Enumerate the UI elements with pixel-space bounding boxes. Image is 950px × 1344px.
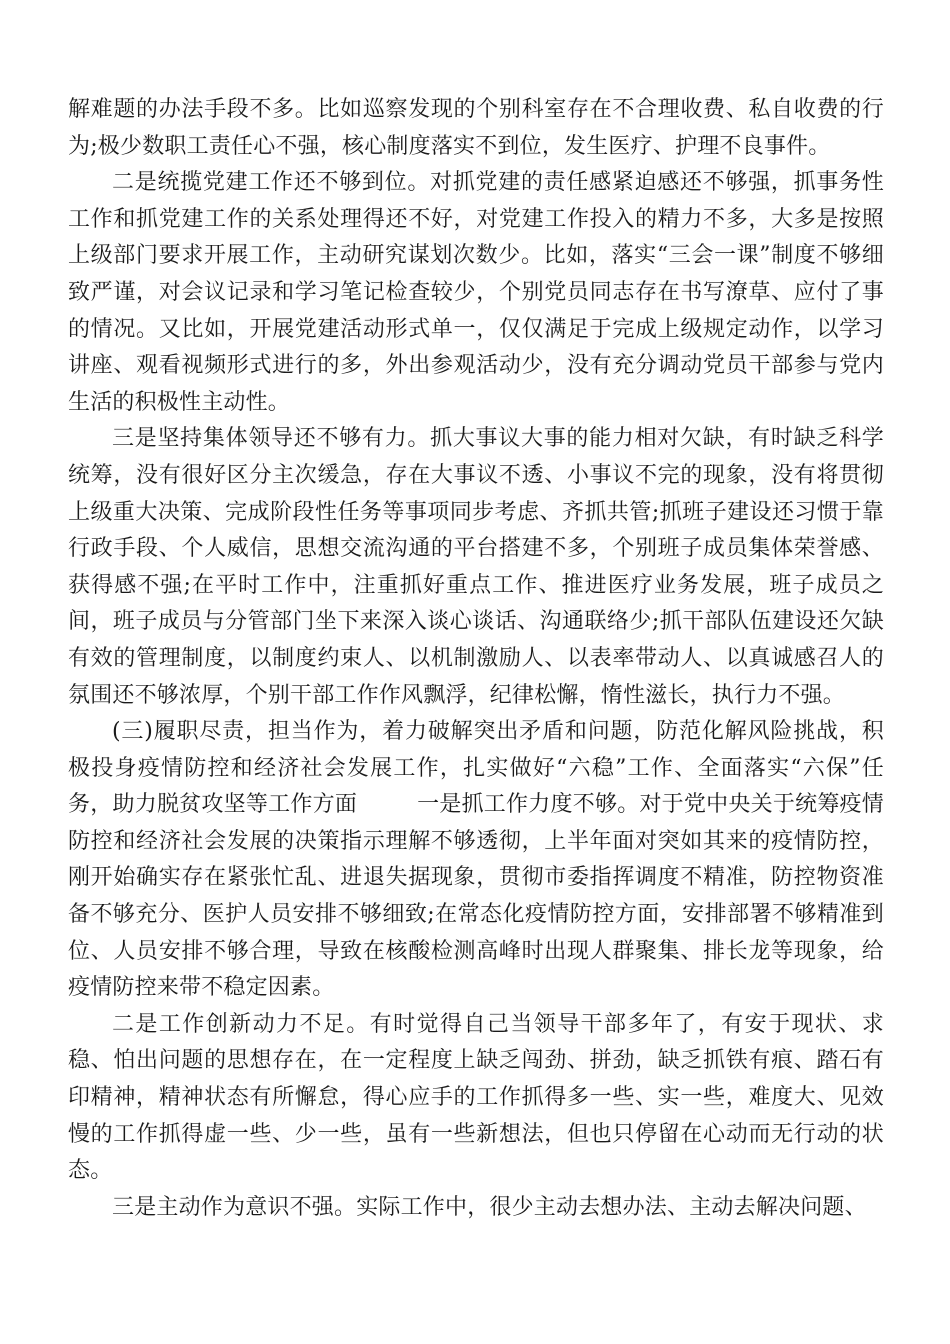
- paragraph-innovation: 二是工作创新动力不足。有时觉得自己当领导干部多年了，有安于现状、求稳、怕出问题的思想存在，在一定程度上缺乏闯劲、拼劲，缺乏抓铁有痕、踏石有印精神，精神状态有所懈怠，得心应手的工作抓得多一些、实一些，难度大、见效慢的工作抓得虚一些、少一些，虽有一些新想法，但也只停留在心动而无行动的状态。: [68, 1011, 884, 1184]
- paragraph-party-building: 二是统揽党建工作还不够到位。对抓党建的责任感紧迫感还不够强，抓事务性工作和抓党建工作的关系处理得还不好，对党建工作投入的精力不多，大多是按照上级部门要求开展工作，主动研究谋划次数少。比如，落实“三会一课”制度不够细致严谨，对会议记录和学习笔记检查较少，个别党员同志存在书写潦草、应付了事的情况。又比如，开展党建活动形式单一，仅仅满足于完成上级规定动作，以学习讲座、观看视频形式进行的多，外出参观活动少，没有充分调动党员干部参与党内生活的积极性主动性。: [68, 170, 884, 415]
- document-body: [68, 92, 884, 1226]
- paragraph-initiative: 三是主动作为意识不强。实际工作中，很少主动去想办法、主动去解决问题、: [112, 1194, 867, 1220]
- paragraph-section-three: [68, 714, 884, 1007]
- section-first-point: 一是抓工作力度不够。对于党中央关于统筹疫情防控和经济社会发展的决策指示理解不够透彻，上半年面对突如其来的疫情防控，刚开始确实存在紧张忙乱、进退失据现象，贯彻市委指挥调度不精准，防控物资准备不够充分、医护人员安排不够细致;在常态化疫情防控方面，安排部署不够精准到位、人员安排不够合理，导致在核酸检测高峰时出现人群聚集、排长龙等现象，给疫情防控来带不稳定因素。: [68, 792, 884, 1001]
- paragraph-collective-leadership: 三是坚持集体领导还不够有力。抓大事议大事的能力相对欠缺，有时缺乏科学统筹，没有很好区分主次缓急，存在大事议不透、小事议不完的现象，没有将贯彻上级重大决策、完成阶段性任务等事项同步考虑、齐抓共管;抓班子建设还习惯于靠行政手段、个人威信，思想交流沟通的平台搭建不多，个别班子成员集体荣誉感、获得感不强;在平时工作中，注重抓好重点工作、推进医疗业务发展，班子成员之间，班子成员与分管部门坐下来深入谈心谈话、沟通联络少;抓干部队伍建设还欠缺有效的管理制度，以制度约束人、以机制激励人、以表率带动人、以真诚感召人的氛围还不够浓厚，个别干部工作作风飘浮，纪律松懈，惰性滋长，执行力不强。: [68, 426, 884, 708]
- section-heading: (三)履职尽责，担当作为，着力破解突出矛盾和问题，防范化解风险挑战，积极投身疫情防控和经济社会发展工作，扎实做好“六稳”工作、全面落实“六保”任务，助力脱贫攻坚等工作方面: [68, 719, 884, 818]
- paragraph-continuation: 解难题的办法手段不多。比如巡察发现的个别科室存在不合理收费、私自收费的行为;极少数职工责任心不强，核心制度落实不到位，发生医疗、护理不良事件。: [68, 97, 884, 159]
